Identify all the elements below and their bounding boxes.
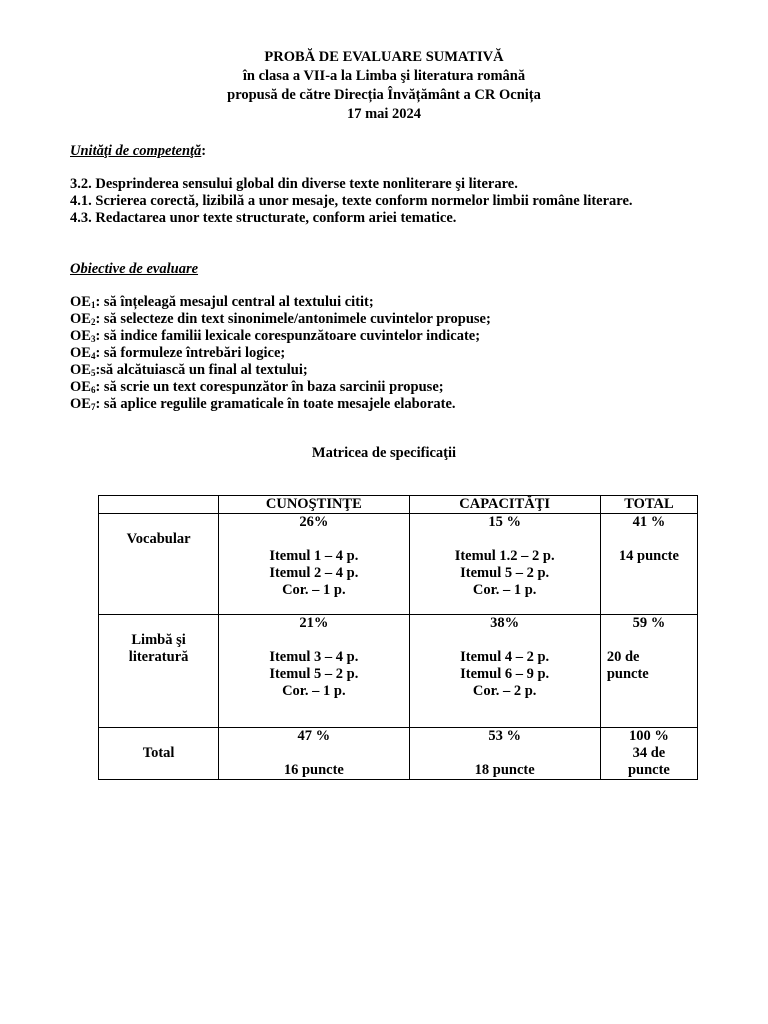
objective-text: : să indice familii lexicale corespunzătoare cuvintelor indicate; — [95, 328, 481, 344]
table-row — [99, 514, 698, 615]
header-skills: CAPACITĂŢI — [409, 496, 600, 514]
matrix-title: Matricea de specificaţii — [311, 445, 457, 461]
skills-cell — [409, 728, 600, 780]
objective-text: : să scrie un text corespunzător în baza sarcinii propuse; — [95, 379, 444, 395]
objective-prefix: OE — [70, 311, 91, 327]
skills-percent: 38% — [490, 615, 520, 631]
row-label-total — [99, 728, 219, 780]
skills-cell — [409, 514, 600, 615]
objective-item — [70, 396, 456, 413]
skills-percent: 15 % — [488, 514, 521, 530]
skills-item: Itemul 5 – 2 p. — [460, 565, 550, 581]
objective-item — [70, 362, 308, 379]
skills-points: 18 puncte — [474, 762, 535, 778]
objective-item — [70, 379, 444, 396]
skills-cell — [409, 615, 600, 728]
total-cell — [600, 615, 697, 728]
document-date: 17 mai 2024 — [346, 106, 422, 122]
knowledge-points: 16 puncte — [283, 762, 344, 778]
total-percent: 100 % — [628, 728, 669, 744]
knowledge-item: Itemul 1 – 4 p. — [269, 548, 359, 564]
competency-item: 4.1. Scrierea corectă, lizibilă a unor mesaje, texte conform normelor limbii române literare. — [70, 193, 633, 209]
objective-number: 4 — [90, 351, 96, 361]
header-knowledge: CUNOŞTINŢE — [219, 496, 409, 514]
skills-item: Itemul 1.2 – 2 p. — [454, 548, 555, 564]
objectives-heading — [70, 261, 198, 278]
skills-item: Cor. – 2 p. — [472, 683, 537, 699]
objective-text: : să selecteze din text sinonimele/antonimele cuvintelor propuse; — [95, 311, 491, 327]
objective-text: : să formuleze întrebări logice; — [95, 345, 286, 361]
table-row — [99, 728, 698, 780]
objective-text: : să aplice regulile gramaticale în toate mesajele elaborate. — [95, 396, 456, 412]
objective-prefix: OE — [70, 294, 91, 310]
objectives-heading-text: Obiective de evaluare — [70, 261, 199, 277]
objective-number: 3 — [90, 334, 96, 344]
document-title: PROBĂ DE EVALUARE SUMATIVĂ — [264, 49, 504, 65]
total-points: 34 de — [632, 745, 666, 761]
knowledge-percent: 47 % — [297, 728, 331, 744]
knowledge-item: Itemul 2 – 4 p. — [269, 565, 359, 581]
objective-prefix: OE — [70, 345, 91, 361]
header-total: TOTAL — [600, 496, 697, 514]
competencies-heading-colon: : — [201, 143, 207, 159]
objective-number: 6 — [90, 385, 96, 395]
knowledge-percent: 26% — [299, 514, 329, 530]
total-percent: 59 % — [632, 615, 666, 631]
knowledge-cell — [219, 514, 409, 615]
knowledge-item: Cor. – 1 p. — [282, 683, 346, 699]
total-points: puncte — [627, 762, 670, 778]
objective-number: 5 — [90, 368, 96, 378]
row-label-line: Limbă şi — [131, 632, 186, 648]
objective-prefix: OE — [70, 379, 91, 395]
knowledge-cell — [219, 615, 409, 728]
objective-item — [70, 345, 285, 362]
total-cell — [600, 514, 697, 615]
row-label-vocabular — [99, 514, 219, 615]
subtitle-class: în clasa a VII-a la Limba şi literatura română — [242, 68, 526, 84]
total-points: 14 puncte — [618, 548, 679, 564]
competencies-heading — [70, 143, 206, 160]
knowledge-item: Itemul 3 – 4 p. — [269, 649, 359, 665]
table-row — [99, 615, 698, 728]
skills-item: Cor. – 1 p. — [472, 582, 537, 598]
objective-text: :să alcătuiască un final al textului; — [95, 362, 308, 378]
knowledge-item: Itemul 5 – 2 p. — [269, 666, 359, 682]
competency-item: 4.3. Redactarea unor texte structurate, conform ariei tematice. — [70, 210, 457, 226]
objective-text: : să înțeleagă mesajul central al textului citit; — [95, 294, 374, 310]
competency-item: 3.2. Desprinderea sensului global din diverse texte nonliterare şi literare. — [70, 176, 518, 192]
objective-number: 2 — [90, 317, 96, 327]
total-points: puncte — [606, 666, 649, 682]
knowledge-cell — [219, 728, 409, 780]
skills-item: Itemul 6 – 9 p. — [460, 666, 550, 682]
competencies-heading-text: Unităţi de competenţă — [70, 143, 202, 159]
objective-prefix: OE — [70, 362, 91, 378]
total-cell — [600, 728, 697, 780]
subtitle-author: propusă de către Direcția Învățământ a CR Ocnița — [227, 87, 541, 103]
skills-item: Itemul 4 – 2 p. — [460, 649, 550, 665]
row-label-line: literatură — [128, 649, 189, 665]
matrix-header-row — [99, 496, 698, 514]
objective-item — [70, 294, 374, 311]
knowledge-item: Cor. – 1 p. — [282, 582, 346, 598]
row-label-line: Vocabular — [126, 531, 191, 547]
total-percent: 41 % — [632, 514, 666, 530]
specification-matrix — [98, 495, 698, 780]
objective-number: 7 — [90, 402, 96, 412]
objective-prefix: OE — [70, 396, 91, 412]
objective-number: 1 — [90, 300, 96, 310]
objective-prefix: OE — [70, 328, 91, 344]
row-label-limba — [99, 615, 219, 728]
knowledge-percent: 21% — [299, 615, 329, 631]
total-points: 20 de — [606, 649, 640, 665]
objective-item — [70, 328, 480, 345]
row-label-line: Total — [142, 745, 175, 761]
skills-percent: 53 % — [488, 728, 521, 744]
header-empty-cell — [99, 496, 219, 514]
objective-item — [70, 311, 491, 328]
